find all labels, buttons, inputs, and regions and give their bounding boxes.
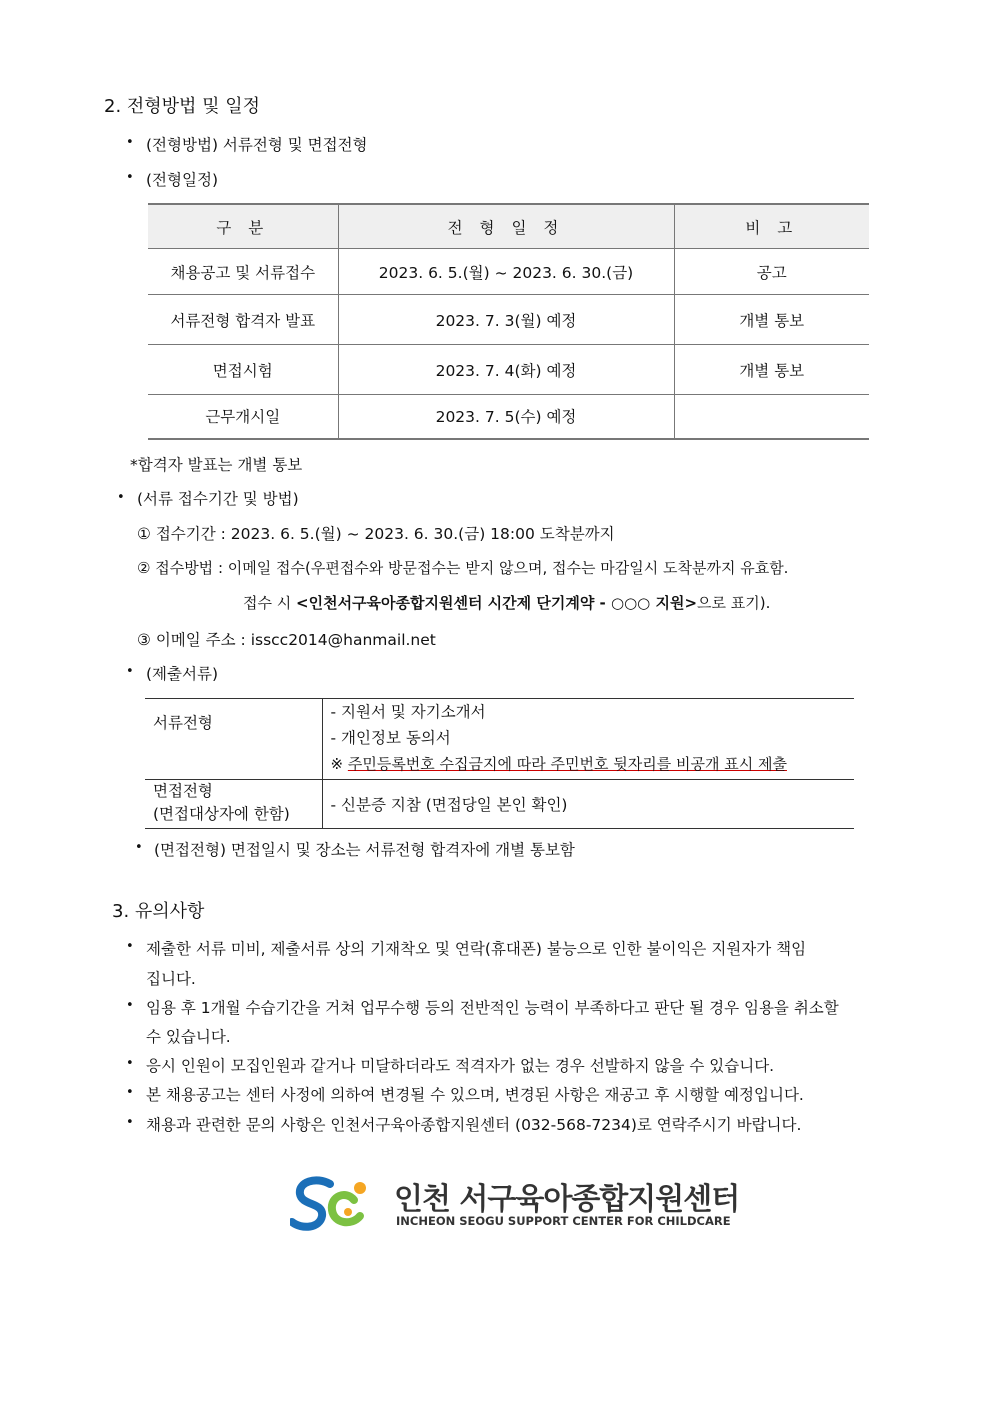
docs-row2-label: 면접전형 (면접대상자에 한함) <box>145 780 322 829</box>
table-row <box>145 699 854 780</box>
cell-remark: 공고 <box>674 249 869 295</box>
notice-item-cont: 수 있습니다. <box>146 1028 231 1046</box>
subject-format: <인천서구육아종합지원센터 시간제 단기계약 - ○○○ 지원> <box>296 594 698 612</box>
docs-row1-items: - 지원서 및 자기소개서 - 개인정보 동의서 ※ 주민등록번호 수집금지에 따라 주민번호 뒷자리를 비공개 표시 제출 <box>322 699 854 780</box>
docs-row1-label: 서류전형 <box>145 699 322 780</box>
bullet: • <box>126 170 134 185</box>
schedule-table <box>148 203 869 440</box>
center-logo <box>290 1172 740 1236</box>
table-row <box>148 249 869 295</box>
logo-name-en: INCHEON SEOGU SUPPORT CENTER FOR CHILDCARE <box>396 1214 731 1228</box>
notice-item-cont: 집니다. <box>146 970 196 988</box>
header-schedule: 전 형 일 정 <box>338 204 674 249</box>
notice-item: 임용 후 1개월 수습기간을 거쳐 업무수행 등의 전반적인 능력이 부족하다고 판단 될 경우 임용을 취소할 <box>146 999 839 1017</box>
cell-category: 면접시험 <box>148 345 338 395</box>
cell-remark: 개별 통보 <box>674 345 869 395</box>
result-note: *합격자 발표는 개별 통보 <box>130 456 303 474</box>
docs-label: (제출서류) <box>146 665 218 683</box>
section3-heading: 3. 유의사항 <box>112 901 205 922</box>
bullet: • <box>126 998 134 1013</box>
notice-item: 제출한 서류 미비, 제출서류 상의 기재착오 및 연락(휴대폰) 불능으로 인한 불이익은 지원자가 책임 <box>146 940 807 958</box>
method-text: (전형방법) 서류전형 및 면접전형 <box>146 136 368 154</box>
notice-item: 본 채용공고는 센터 사정에 의하여 변경될 수 있으며, 변경된 사항은 재공고 후 시행할 예정입니다. <box>146 1086 804 1104</box>
table-row <box>148 295 869 345</box>
section2-heading: 2. 전형방법 및 일정 <box>104 96 261 117</box>
receipt-method: ② 접수방법 : 이메일 접수(우편접수와 방문접수는 받지 않으며, 접수는 마감일시 도착분까지 유효함. <box>137 559 789 577</box>
cell-schedule: 2023. 6. 5.(월) ~ 2023. 6. 30.(금) <box>338 249 674 295</box>
privacy-note: 주민등록번호 수집금지에 따라 주민번호 뒷자리를 비공개 표시 제출 <box>347 755 787 773</box>
receipt-period: ① 접수기간 : 2023. 6. 5.(월) ~ 2023. 6. 30.(금) 18:00 도착분까지 <box>137 525 615 543</box>
bullet: • <box>126 135 134 150</box>
cell-schedule: 2023. 7. 5(수) 예정 <box>338 395 674 439</box>
logo-name-ko: 인천 서구육아종합지원센터 <box>394 1182 740 1217</box>
schedule-label: (전형일정) <box>146 171 218 189</box>
receipt-method-note: 접수 시 <인천서구육아종합지원센터 시간제 단기계약 - ○○○ 지원>으로 표기). <box>243 594 771 612</box>
table-row <box>148 345 869 395</box>
cell-category: 채용공고 및 서류접수 <box>148 249 338 295</box>
email-address: ③ 이메일 주소 : isscc2014@hanmail.net <box>137 631 436 649</box>
notice-item: 응시 인원이 모집인원과 같거나 미달하더라도 적격자가 없는 경우 선발하지 않을 수 있습니다. <box>146 1057 775 1075</box>
cell-category: 서류전형 합격자 발표 <box>148 295 338 345</box>
bullet: • <box>126 1085 134 1100</box>
documents-table <box>145 698 854 829</box>
header-category: 구 분 <box>148 204 338 249</box>
cell-schedule: 2023. 7. 3(월) 예정 <box>338 295 674 345</box>
bullet: • <box>126 939 134 954</box>
bullet: • <box>117 490 125 505</box>
table-header-row <box>148 204 869 249</box>
cell-schedule: 2023. 7. 4(화) 예정 <box>338 345 674 395</box>
bullet: • <box>126 1056 134 1071</box>
table-row <box>148 395 869 439</box>
cell-category: 근무개시일 <box>148 395 338 439</box>
table-row <box>145 780 854 829</box>
notice-item: 채용과 관련한 문의 사항은 인천서구육아종합지원센터 (032-568-7234)로 연락주시기 바랍니다. <box>146 1116 802 1134</box>
docs-row2-item: - 신분증 지참 (면접당일 본인 확인) <box>322 780 854 829</box>
receipt-label: (서류 접수기간 및 방법) <box>137 490 299 508</box>
bullet: • <box>126 664 134 679</box>
logo-mark-icon <box>290 1172 374 1234</box>
cell-remark <box>674 395 869 439</box>
header-remark: 비 고 <box>674 204 869 249</box>
cell-remark: 개별 통보 <box>674 295 869 345</box>
interview-note: (면접전형) 면접일시 및 장소는 서류전형 합격자에 개별 통보함 <box>154 841 575 859</box>
bullet: • <box>135 840 143 855</box>
bullet: • <box>126 1115 134 1130</box>
